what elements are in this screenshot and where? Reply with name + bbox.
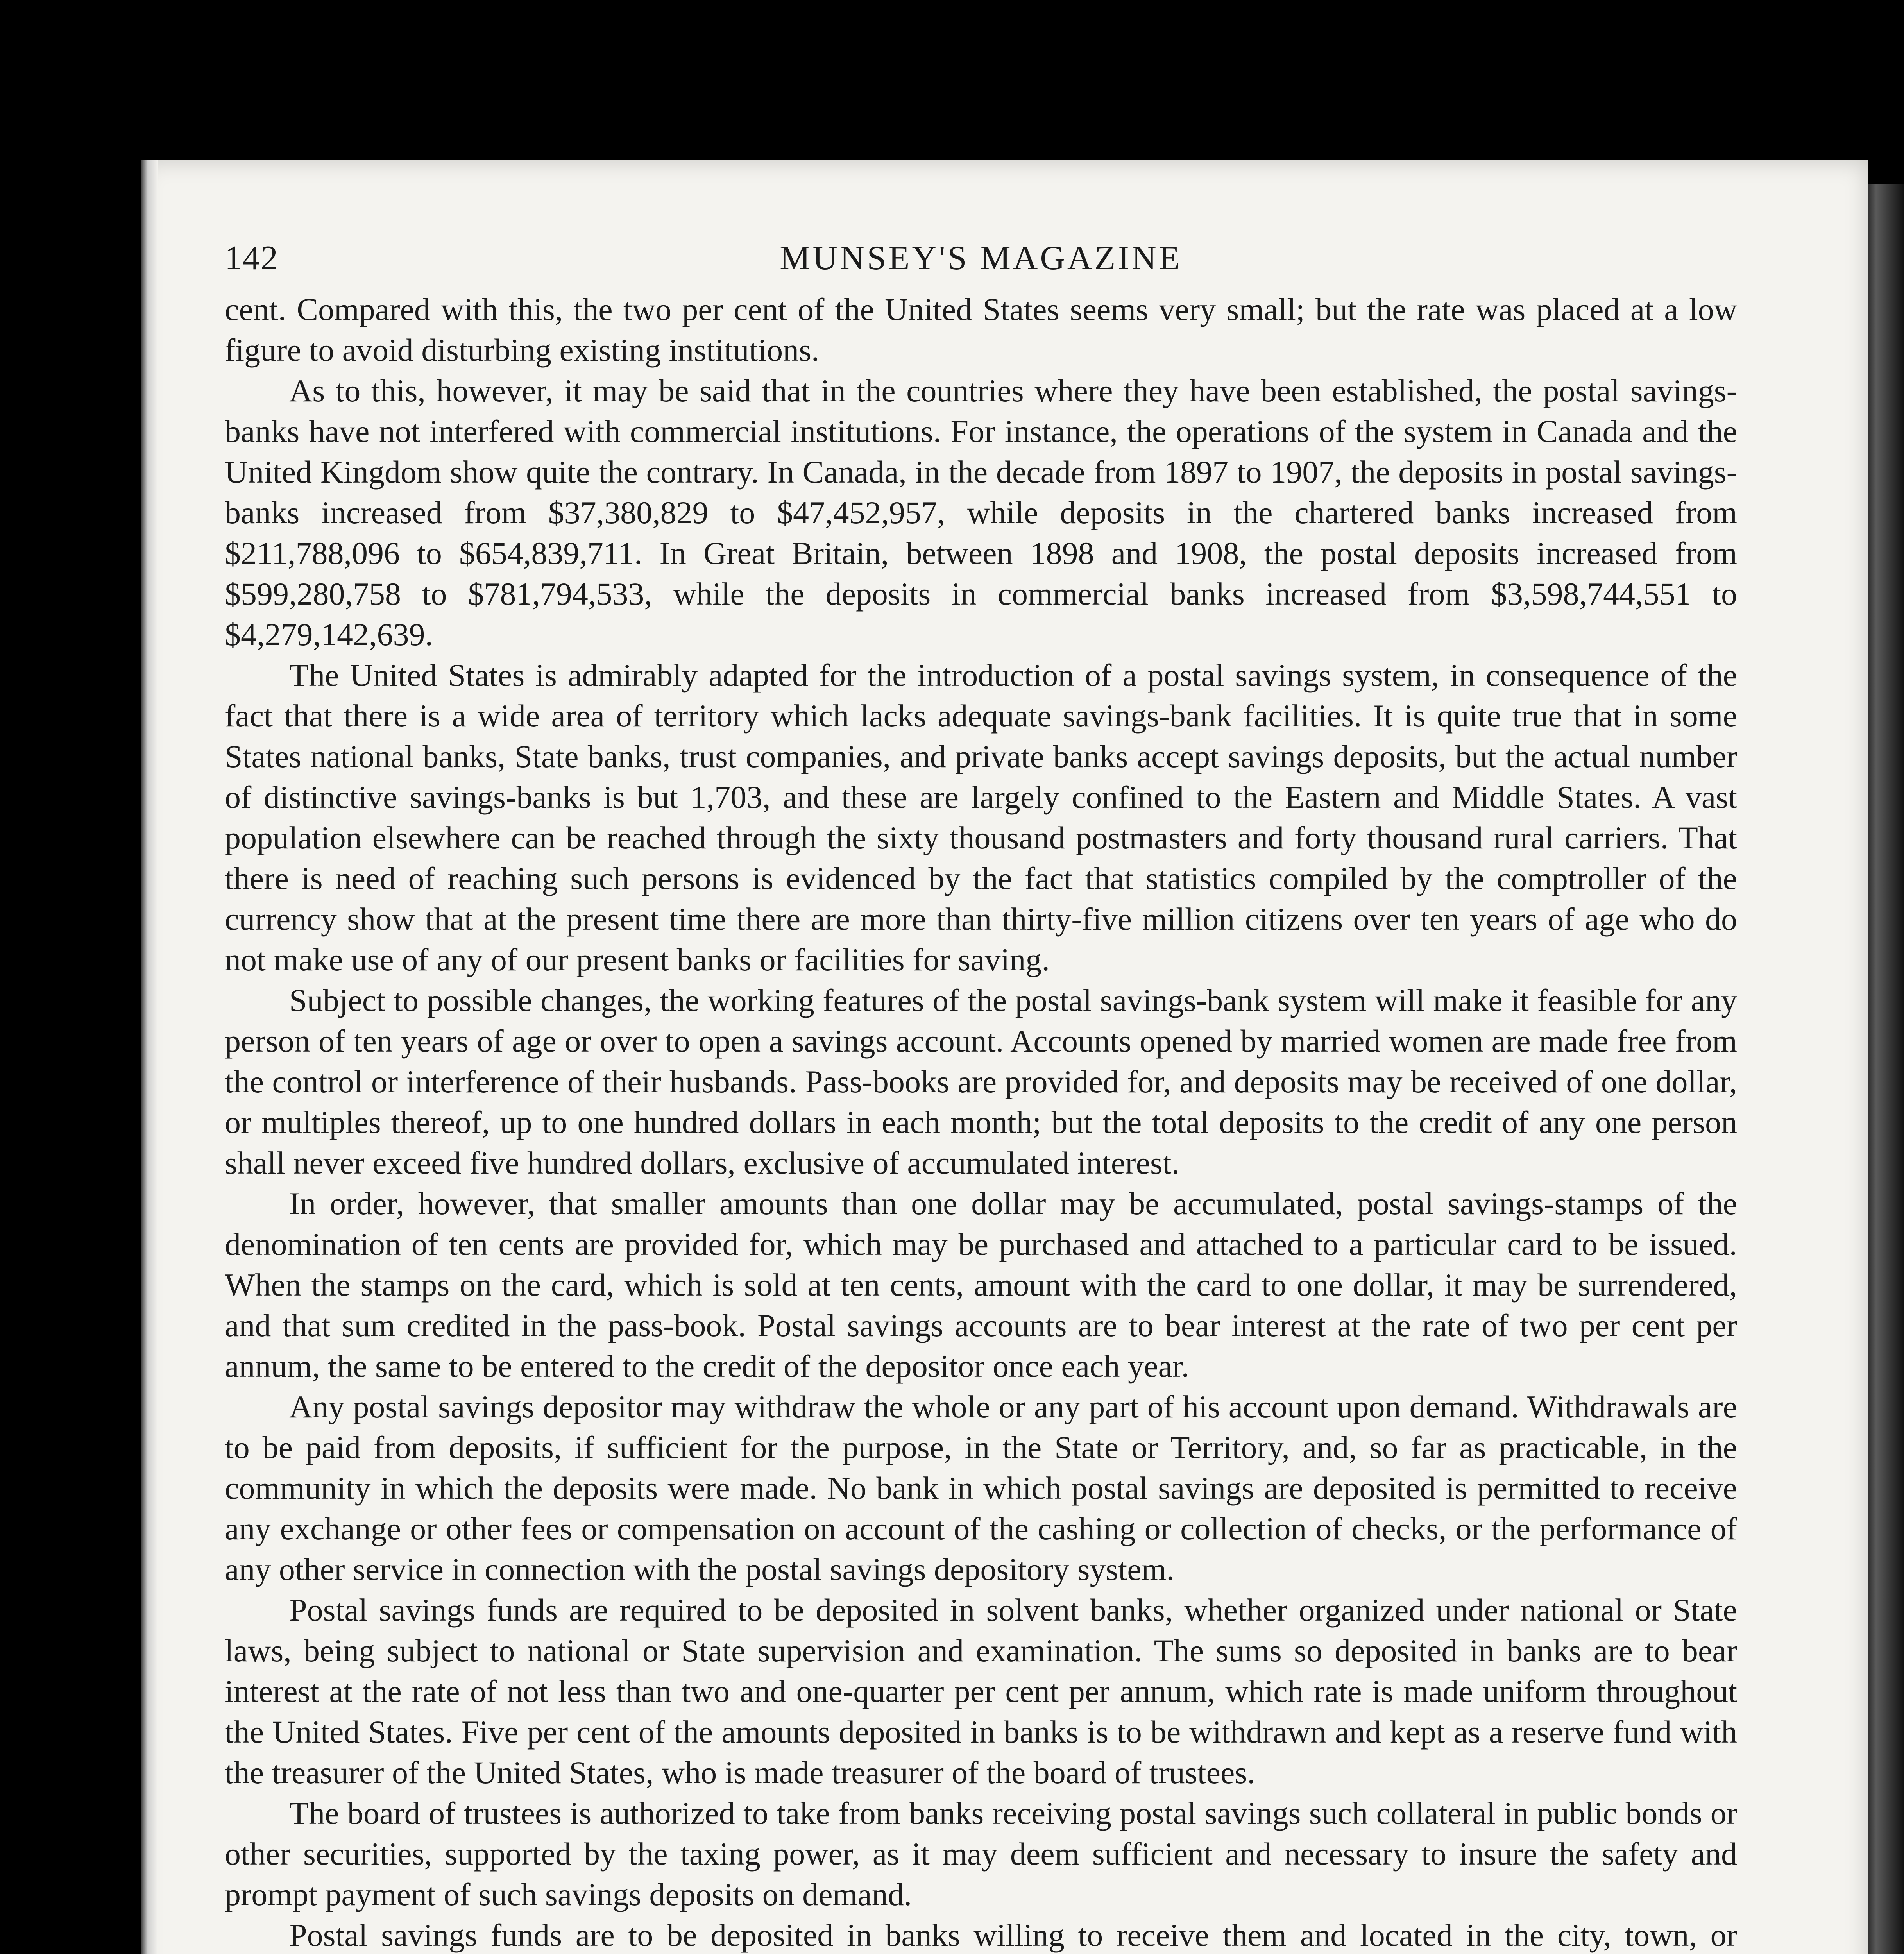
- magazine-title: MUNSEY'S MAGAZINE: [780, 239, 1182, 277]
- facing-page-edge: [1864, 184, 1904, 1954]
- page-content: [225, 231, 1737, 1954]
- paragraph-united-states-adapted: The United States is admirably adapted for the introduction of a postal savings system, in consequence of the fact that there is a wide area of territory which lacks adequate savings-bank facilities. It is quite true that in some States national banks, State banks, trust companies, and private banks accept savings deposits, but the actual number of distinctive savings-banks is but 1,703, and these are largely confined to the Eastern and Middle States. A vast population elsewhere can be reached through the sixty thousand postmasters and forty thousand rural carriers. That there is need of reaching such persons is evidenced by the fact that statistics compiled by the comptroller of the currency show that at the present time there are more than thirty-five million citizens over ten years of age who do not make use of any of our present banks or facilities for saving.: [225, 657, 1737, 977]
- paragraph-working-features: Subject to possible changes, the working features of the postal savings-bank system will make it feasible for any person of ten years of age or over to open a savings account. Accounts opened by married women are made free from the control or interference of their husbands. Pass-books are provided for, and deposits may be received of one dollar, or multiples thereof, up to one hundred dollars in each month; but the total deposits to the credit of any one person shall never exceed five hundred dollars, exclusive of accumulated interest.: [225, 982, 1737, 1181]
- paragraph-board-of-trustees: The board of trustees is authorized to take from banks receiving postal savings such collateral in public bonds or other securities, supported by the taxing power, as it may deem sufficient and necessary to insure the safety and prompt payment of such savings deposits on demand.: [225, 1795, 1737, 1912]
- paragraph-funds-deposited: Postal savings funds are to be deposited in banks willing to receive them and located in the city, town, or: [289, 1917, 1737, 1953]
- paragraph-postal-banks-effect: As to this, however, it may be said that in the countries where they have been established, the postal savings-banks have not interfered with commercial institutions. For instance, the operations of the system in Canada and the United Kingdom show quite the contrary. In Canada, in the decade from 1897 to 1907, the deposits in postal savings-banks increased from $37,380,829 to $47,452,957, while deposits in the chartered banks increased from $211,788,096 to $654,839,711. In Great Britain, between 1898 and 1908, the postal deposits increased from $599,280,758 to $781,794,533, while the deposits in commercial banks increased from $3,598,744,551 to $4,279,142,639.: [225, 373, 1737, 652]
- paragraph-continued: cent. Compared with this, the two per cent of the United States seems very small; but the rate was placed at a low figure to avoid disturbing existing institutions.: [225, 292, 1737, 368]
- page-gutter-shadow: [141, 160, 158, 1954]
- page-number: 142: [225, 239, 279, 277]
- paragraph-savings-stamps: In order, however, that smaller amounts than one dollar may be accumulated, postal savings-stamps of the denomination of ten cents are provided for, which may be purchased and attached to a particular card to be issued. When the stamps on the card, which is sold at ten cents, amount with the card to one dollar, it may be surrendered, and that sum credited in the pass-book. Postal savings accounts are to bear interest at the rate of two per cent per annum, the same to be entered to the credit of the depositor once each year.: [225, 1186, 1737, 1384]
- article-body: [225, 289, 1737, 1954]
- running-head: [225, 231, 1737, 289]
- paragraph-withdrawals: Any postal savings depositor may withdraw the whole or any part of his account upon demand. Withdrawals are to be paid from deposits, if sufficient for the purpose, in the State or Territory, and, so far as practicable, in the community in which the deposits were made. No bank in which postal savings are deposited is permitted to receive any exchange or other fees or compensation on account of the cashing or collection of checks, or the performance of any other service in connection with the postal savings depository system.: [225, 1389, 1737, 1587]
- paragraph-solvent-banks: Postal savings funds are required to be deposited in solvent banks, whether organized under national or State laws, being subject to national or State supervision and examination. The sums so deposited in banks are to bear interest at the rate of not less than two and one-quarter per cent per annum, which rate is made uniform throughout the United States. Five per cent of the amounts deposited in banks is to be withdrawn and kept as a reserve fund with the treasurer of the United States, who is made treasurer of the board of trustees.: [225, 1592, 1737, 1790]
